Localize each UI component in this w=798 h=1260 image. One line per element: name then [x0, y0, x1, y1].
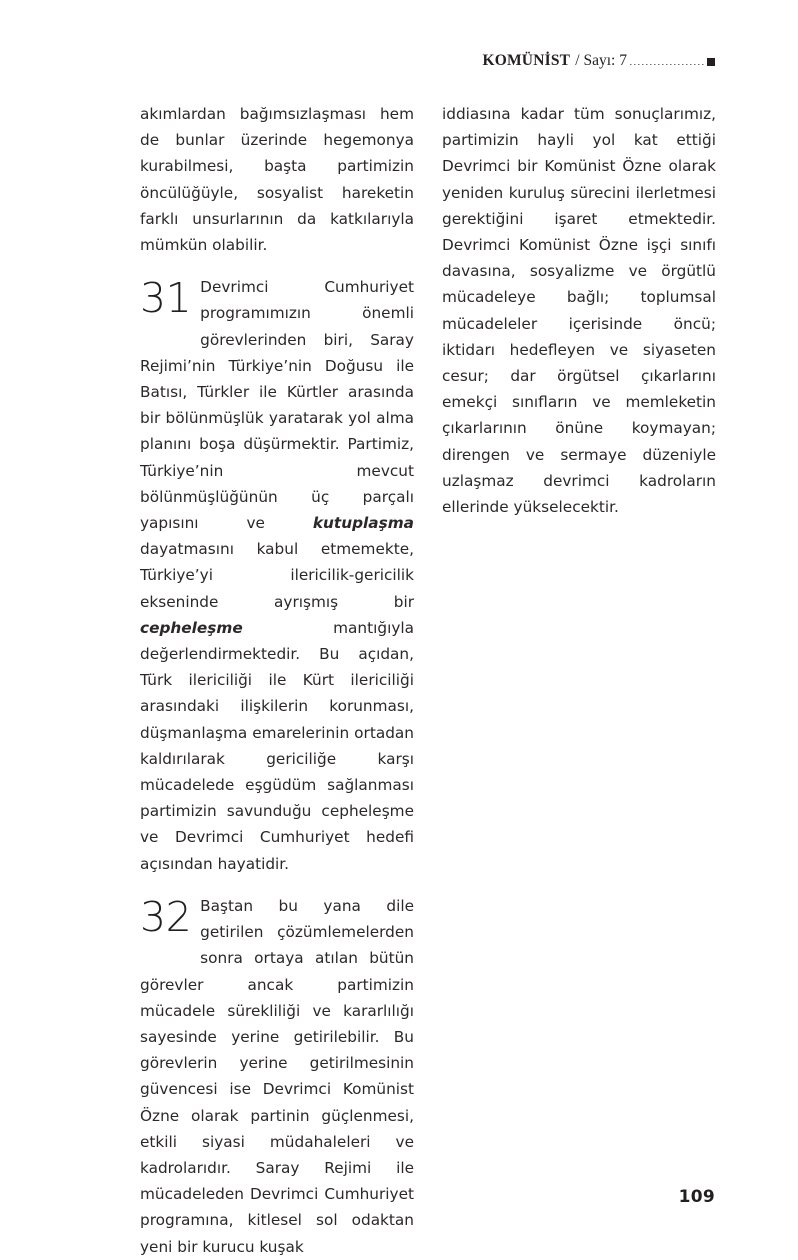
dotted-leader-rule: [630, 64, 704, 65]
filled-square-marker-icon: [707, 58, 715, 66]
paragraph-text-3: mantığıyla değerlendirmektedir. Bu açıdan, Türk ilericiliği ile Kürt ilericiliği arasındaki ilişkilerin korunması, düşmanlaşma emarelerinin ortadan kaldırılarak gericiliğe karşı mücadelede eşgüdüm sağlanması partimizin savunduğu cepheleşme ve Devrimci Cumhuriyet hedefi açısından hayatidir.: [140, 618, 414, 873]
paragraph-continued: [140, 101, 414, 258]
paragraph-text: Devrimci Cumhuriyet programımızın önemli görevlerinden biri, Saray Rejimi’nin Türkiye’nin Doğusu ile Batısı, Türkler ile Kürtler arasında bir bölünmüşlük yaratarak yol alma planını boşa düşürmektir. Partimiz, Türkiye’nin mevcut bölünmüşlüğünün üç parçalı yapısını ve: [140, 278, 414, 533]
paragraph-31: [140, 274, 414, 877]
column-right: [442, 101, 716, 520]
page-number: 109: [678, 1187, 715, 1207]
paragraph-text-2: dayatmasını kabul etmemekte, Türkiye’yi ilericilik-gericilik ekseninde ayrışmış bir: [140, 540, 414, 611]
paragraph-text: akımlardan bağımsızlaşması hem de bunlar üzerinde hegemonya kurabilmesi, başta partimizin öncülüğüyle, sosyalist hareketin farklı unsurlarının da katkılarıyla mümkün olabilir.: [140, 105, 414, 255]
paragraph-continued-right: [442, 101, 716, 520]
running-head-separator: /: [575, 52, 580, 69]
running-head-publication: KOMÜNİST: [482, 52, 571, 69]
running-head-issue: Sayı: 7: [583, 52, 627, 69]
column-left: [140, 101, 414, 1260]
paragraph-number-31: 31: [140, 274, 192, 323]
paragraph-text: iddiasına kadar tüm sonuçlarımız, partimizin hayli yol kat ettiği Devrimci bir Komünist Özne olarak yeniden kuruluş sürecini ilerletmesi gerektiğini işaret etmektedir. Devrimci Komünist Özne işçi sınıfı davasına, sosyalizme ve örgütlü mücadeleye bağlı; toplumsal mücadeleler içerisinde öncü; iktidarı hedefleyen ve siyaseten cesur; dar örgütsel çıkarlarını emekçi sınıfların ve memleketin çıkarlarının önüne koymayan; direngen ve sermaye düzeniyle uzlaşmaz devrimci kadroların ellerinde yükselecektir.: [442, 105, 716, 517]
emphasis-cephelesme: cepheleşme: [140, 618, 243, 637]
running-head: [140, 48, 715, 74]
paragraph-number-32: 32: [140, 892, 192, 941]
emphasis-kutuplasma: kutuplaşma: [312, 514, 414, 533]
paragraph-text: Baştan bu yana dile getirilen çözümlemelerden sonra ortaya atılan bütün görevler ancak partimizin mücadele sürekliliği ve kararlılığı sayesinde yerine getirilebilir. Bu görevlerin yerine getirilmesinin güvencesi ise Devrimci Komünist Özne olarak partinin güçlenmesi, etkili siyasi müdahaleleri ve kadrolarıdır. Saray Rejimi ile mücadeleden Devrimci Cumhuriyet programına, kitlesel sol odaktan yeni bir kurucu kuşak: [140, 896, 414, 1256]
